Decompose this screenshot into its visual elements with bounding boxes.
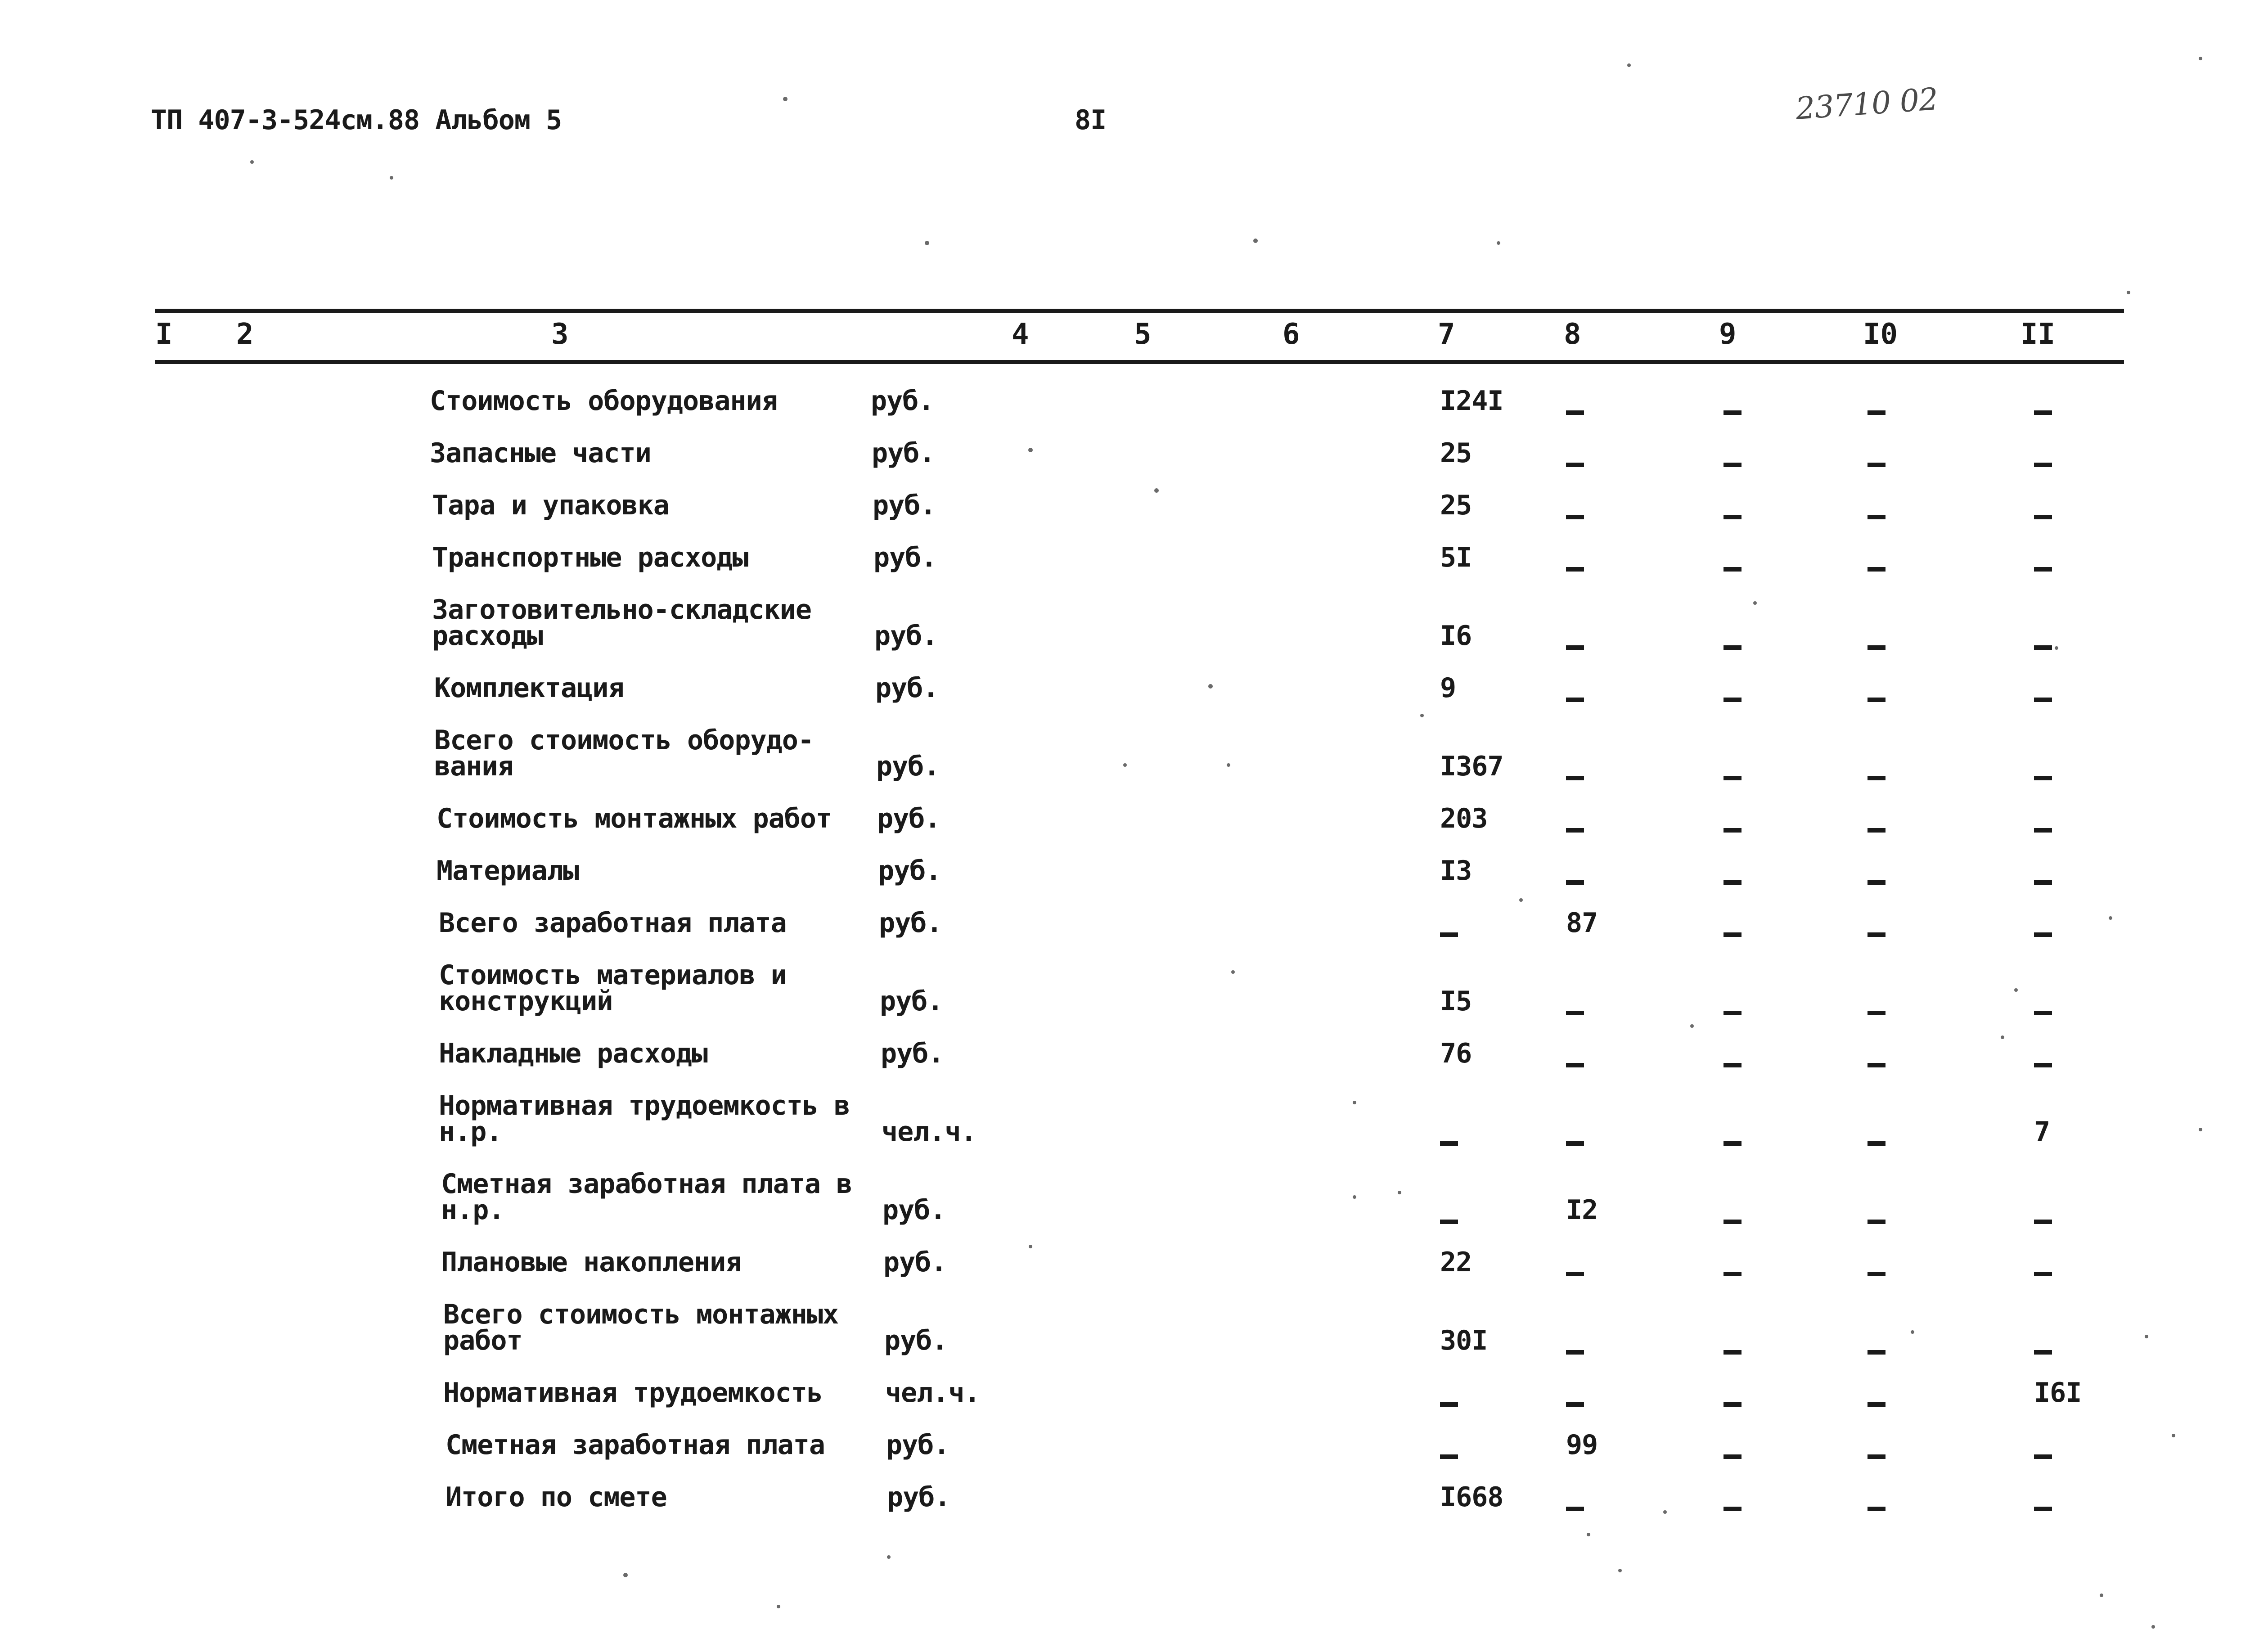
empty-dash: [2034, 1339, 2052, 1365]
column-number: 5: [1134, 318, 1152, 351]
empty-dash: [2034, 504, 2052, 530]
empty-dash: [1566, 765, 1584, 791]
dash-mark: [1566, 1272, 1584, 1276]
empty-dash: [1566, 1052, 1584, 1078]
empty-dash: [2034, 817, 2052, 843]
dash-mark: [1724, 515, 1742, 519]
empty-dash: [1724, 556, 1742, 582]
row-label: Итого по смете: [446, 1481, 667, 1513]
row-label: Материалы: [436, 855, 579, 887]
dash-mark: [2034, 645, 2052, 650]
column-number: 6: [1282, 318, 1300, 351]
empty-dash: [1566, 1339, 1584, 1365]
empty-dash: [2034, 1052, 2052, 1078]
dash-mark: [1566, 1350, 1584, 1355]
dash-mark: [1868, 515, 1886, 519]
dash-mark: [1724, 1220, 1742, 1224]
empty-dash: [1868, 1000, 1886, 1026]
dash-mark: [2034, 1350, 2052, 1355]
column-number: 2: [236, 318, 254, 351]
empty-dash: [2034, 1444, 2052, 1470]
row-label: Всего стоимость монтажных работ: [443, 1299, 839, 1356]
row-unit: руб.: [884, 1325, 948, 1356]
empty-dash: [1868, 922, 1886, 948]
empty-dash: [1724, 687, 1742, 713]
empty-dash: [1868, 869, 1886, 896]
empty-dash: [1440, 1209, 1458, 1235]
dash-mark: [1440, 932, 1458, 937]
row-unit: руб.: [881, 1038, 944, 1069]
dash-mark: [1724, 1402, 1742, 1407]
row-unit: руб.: [873, 490, 936, 521]
dash-mark: [1868, 1220, 1886, 1224]
row-unit: руб.: [873, 542, 937, 573]
dash-mark: [1724, 1011, 1742, 1015]
row-label: Тара и упаковка: [432, 490, 669, 521]
column-number: 3: [551, 318, 569, 351]
empty-dash: [1868, 400, 1886, 426]
dash-mark: [1724, 1063, 1742, 1067]
empty-dash: [1724, 1339, 1742, 1365]
dash-mark: [1566, 410, 1584, 415]
empty-dash: [1868, 1130, 1886, 1157]
empty-dash: [2034, 687, 2052, 713]
row-label: Нормативная трудоемкость: [443, 1377, 823, 1409]
table-header-rule: [155, 360, 2124, 364]
dash-mark: [1724, 880, 1742, 885]
row-unit: руб.: [886, 1429, 950, 1461]
dash-mark: [1440, 1402, 1458, 1407]
value-cell: 30I: [1440, 1325, 1488, 1356]
empty-dash: [1868, 1209, 1886, 1235]
dash-mark: [1724, 932, 1742, 937]
empty-dash: [2034, 400, 2052, 426]
row-unit: руб.: [877, 803, 940, 834]
row-unit: чел.ч.: [885, 1377, 980, 1409]
empty-dash: [1440, 922, 1458, 948]
row-unit: руб.: [875, 672, 939, 704]
empty-dash: [2034, 1496, 2052, 1522]
dash-mark: [2034, 1063, 2052, 1067]
empty-dash: [2034, 869, 2052, 896]
dash-mark: [1566, 463, 1584, 467]
handwritten-stamp: 23710 02: [1794, 81, 1939, 127]
dash-mark: [1868, 463, 1886, 467]
dash-mark: [2034, 1220, 2052, 1224]
empty-dash: [2034, 452, 2052, 478]
dash-mark: [1868, 776, 1886, 780]
empty-dash: [2034, 765, 2052, 791]
empty-dash: [1724, 452, 1742, 478]
value-cell: I367: [1440, 751, 1503, 782]
row-unit: руб.: [887, 1481, 950, 1513]
dash-mark: [1868, 1507, 1886, 1511]
empty-dash: [1724, 504, 1742, 530]
column-number: I0: [1863, 318, 1898, 351]
empty-dash: [1566, 635, 1584, 661]
value-cell: 25: [1440, 490, 1472, 521]
dash-mark: [1566, 645, 1584, 650]
dash-mark: [1868, 880, 1886, 885]
empty-dash: [1868, 452, 1886, 478]
empty-dash: [1724, 765, 1742, 791]
empty-dash: [1724, 1261, 1742, 1287]
column-number: I: [155, 318, 173, 351]
row-label: Сметная заработная плата: [446, 1429, 825, 1461]
row-unit: руб.: [871, 385, 934, 417]
value-cell: 7: [2034, 1116, 2050, 1148]
value-cell: I2: [1566, 1194, 1598, 1226]
empty-dash: [1566, 504, 1584, 530]
dash-mark: [2034, 463, 2052, 467]
empty-dash: [1724, 1496, 1742, 1522]
empty-dash: [1566, 1261, 1584, 1287]
dash-mark: [1566, 1507, 1584, 1511]
dash-mark: [1868, 1063, 1886, 1067]
dash-mark: [1566, 880, 1584, 885]
value-cell: I24I: [1440, 385, 1503, 417]
dash-mark: [1868, 567, 1886, 572]
dash-mark: [1566, 776, 1584, 780]
row-label: Стоимость оборудования: [430, 385, 778, 417]
dash-mark: [1566, 1063, 1584, 1067]
row-label: Плановые накопления: [441, 1247, 742, 1278]
dash-mark: [1724, 698, 1742, 702]
dash-mark: [1440, 1220, 1458, 1224]
dash-mark: [1724, 567, 1742, 572]
empty-dash: [1868, 817, 1886, 843]
empty-dash: [1566, 1391, 1584, 1418]
row-label: Стоимость материалов и конструкций: [439, 959, 787, 1017]
table-top-rule: [155, 309, 2124, 313]
empty-dash: [1724, 1130, 1742, 1157]
dash-mark: [1868, 698, 1886, 702]
dash-mark: [1566, 698, 1584, 702]
value-cell: 9: [1440, 672, 1456, 704]
empty-dash: [1868, 635, 1886, 661]
row-unit: руб.: [880, 986, 943, 1017]
document-code: ТП 407-3-524см.88 Альбом 5: [151, 104, 562, 136]
row-unit: чел.ч.: [882, 1116, 976, 1148]
empty-dash: [1724, 1000, 1742, 1026]
dash-mark: [2034, 932, 2052, 937]
dash-mark: [2034, 1454, 2052, 1459]
row-label: Стоимость монтажных работ: [436, 803, 832, 834]
dash-mark: [1868, 1011, 1886, 1015]
row-label: Запасные части: [430, 437, 651, 469]
value-cell: 99: [1566, 1429, 1598, 1461]
dash-mark: [1566, 515, 1584, 519]
empty-dash: [1724, 1444, 1742, 1470]
empty-dash: [1566, 1496, 1584, 1522]
empty-dash: [2034, 1209, 2052, 1235]
column-number: 7: [1438, 318, 1455, 351]
dash-mark: [2034, 515, 2052, 519]
dash-mark: [1724, 776, 1742, 780]
row-unit: руб.: [874, 620, 938, 652]
dash-mark: [1868, 645, 1886, 650]
value-cell: 5I: [1440, 542, 1472, 573]
row-unit: руб.: [878, 855, 941, 887]
empty-dash: [1724, 869, 1742, 896]
empty-dash: [1566, 1130, 1584, 1157]
dash-mark: [1868, 932, 1886, 937]
row-label: Комплектация: [434, 672, 624, 704]
empty-dash: [1566, 400, 1584, 426]
dash-mark: [1566, 1141, 1584, 1146]
column-number: 9: [1719, 318, 1737, 351]
value-cell: I6: [1440, 620, 1472, 652]
empty-dash: [1566, 1000, 1584, 1026]
value-cell: 203: [1440, 803, 1488, 834]
empty-dash: [1724, 1391, 1742, 1418]
dash-mark: [2034, 776, 2052, 780]
dash-mark: [1566, 828, 1584, 833]
row-label: Сметная заработная плата в н.р.: [441, 1168, 852, 1226]
empty-dash: [1868, 1391, 1886, 1418]
dash-mark: [2034, 1011, 2052, 1015]
empty-dash: [1440, 1130, 1458, 1157]
empty-dash: [1868, 1496, 1886, 1522]
row-unit: руб.: [883, 1247, 947, 1278]
empty-dash: [2034, 1000, 2052, 1026]
empty-dash: [1868, 504, 1886, 530]
dash-mark: [1440, 1141, 1458, 1146]
empty-dash: [1724, 817, 1742, 843]
empty-dash: [1566, 687, 1584, 713]
dash-mark: [1868, 1272, 1886, 1276]
dash-mark: [1868, 828, 1886, 833]
column-number: II: [2020, 318, 2056, 351]
value-cell: I3: [1440, 855, 1472, 887]
empty-dash: [1868, 1339, 1886, 1365]
dash-mark: [1566, 1402, 1584, 1407]
row-unit: руб.: [879, 907, 942, 939]
empty-dash: [1868, 687, 1886, 713]
empty-dash: [1868, 1444, 1886, 1470]
dash-mark: [2034, 410, 2052, 415]
dash-mark: [1566, 1011, 1584, 1015]
empty-dash: [1566, 869, 1584, 896]
dash-mark: [1724, 1350, 1742, 1355]
dash-mark: [1868, 1454, 1886, 1459]
dash-mark: [2034, 698, 2052, 702]
row-label: Заготовительно-складские расходы: [432, 594, 811, 652]
value-cell: 87: [1566, 907, 1598, 939]
row-label: Всего заработная плата: [439, 907, 787, 939]
dash-mark: [1724, 1507, 1742, 1511]
empty-dash: [1566, 817, 1584, 843]
row-label: Всего стоимость оборудо-вания: [434, 725, 814, 782]
empty-dash: [2034, 922, 2052, 948]
dash-mark: [2034, 1272, 2052, 1276]
dash-mark: [1724, 828, 1742, 833]
dash-mark: [1868, 1350, 1886, 1355]
empty-dash: [1440, 1444, 1458, 1470]
column-number: 8: [1564, 318, 1581, 351]
dash-mark: [2034, 828, 2052, 833]
dash-mark: [1724, 1454, 1742, 1459]
value-cell: 76: [1440, 1038, 1472, 1069]
row-label: Транспортные расходы: [432, 542, 748, 573]
value-cell: I6I: [2034, 1377, 2082, 1409]
value-cell: 25: [1440, 437, 1472, 469]
dash-mark: [1724, 1141, 1742, 1146]
page-number: 8I: [1075, 104, 1107, 136]
empty-dash: [2034, 556, 2052, 582]
empty-dash: [1868, 765, 1886, 791]
value-cell: 22: [1440, 1247, 1472, 1278]
row-unit: руб.: [882, 1194, 946, 1226]
dash-mark: [1566, 567, 1584, 572]
dash-mark: [1440, 1454, 1458, 1459]
column-number: 4: [1012, 318, 1029, 351]
empty-dash: [2034, 635, 2052, 661]
dash-mark: [1868, 410, 1886, 415]
dash-mark: [1724, 410, 1742, 415]
empty-dash: [1868, 556, 1886, 582]
empty-dash: [1724, 400, 1742, 426]
dash-mark: [1724, 463, 1742, 467]
dash-mark: [2034, 567, 2052, 572]
dash-mark: [1868, 1141, 1886, 1146]
empty-dash: [1566, 556, 1584, 582]
empty-dash: [1724, 922, 1742, 948]
dash-mark: [1724, 1272, 1742, 1276]
empty-dash: [1724, 1052, 1742, 1078]
dash-mark: [2034, 880, 2052, 885]
value-cell: I5: [1440, 986, 1472, 1017]
dash-mark: [1868, 1402, 1886, 1407]
empty-dash: [2034, 1261, 2052, 1287]
row-unit: руб.: [872, 437, 935, 469]
dash-mark: [2034, 1507, 2052, 1511]
empty-dash: [1868, 1261, 1886, 1287]
row-unit: руб.: [876, 751, 940, 782]
dash-mark: [1724, 645, 1742, 650]
empty-dash: [1724, 1209, 1742, 1235]
value-cell: I668: [1440, 1481, 1503, 1513]
row-label: Нормативная трудоемкость в н.р.: [439, 1090, 850, 1148]
empty-dash: [1566, 452, 1584, 478]
empty-dash: [1868, 1052, 1886, 1078]
empty-dash: [1724, 635, 1742, 661]
empty-dash: [1440, 1391, 1458, 1418]
row-label: Накладные расходы: [439, 1038, 708, 1069]
